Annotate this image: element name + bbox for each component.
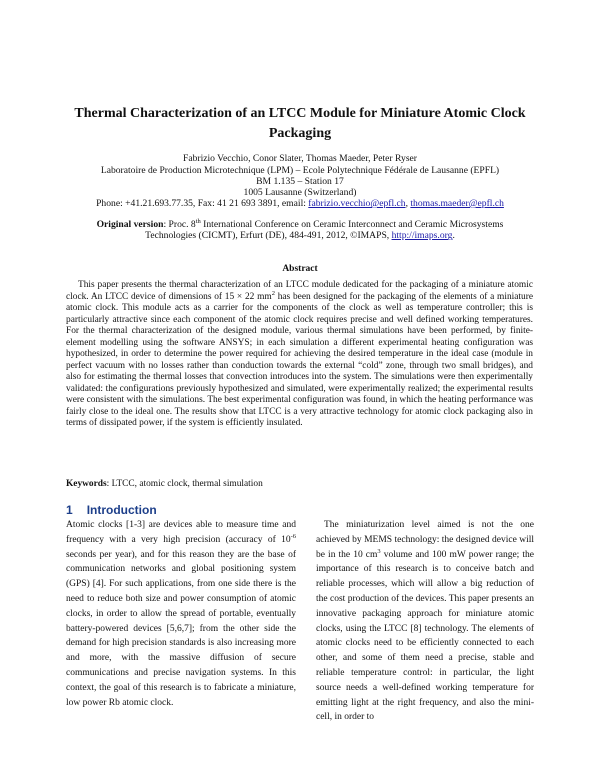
- abstract-body: [66, 280, 533, 430]
- keywords: [66, 479, 263, 489]
- original-version: [70, 219, 530, 242]
- section-number: 1: [66, 503, 73, 517]
- intro-right-sup: 3: [377, 547, 381, 555]
- intro-right-column: [316, 518, 534, 725]
- contact-line: [40, 198, 560, 209]
- original-version-label: Original version: [96, 219, 164, 230]
- abstract-sup: 2: [271, 289, 275, 297]
- original-version-text-1: : Proc. 8: [163, 219, 196, 230]
- intro-left-text-1: Atomic clocks [1-3] are devices able to measure time and frequency with a very high precision (accuracy of 10: [66, 520, 296, 545]
- section-heading-introduction: [66, 503, 171, 517]
- affiliation: Laboratoire de Production Microtechnique (LPM) – Ecole Polytechnique Fédérale de Lausanne (EPFL): [100, 165, 500, 176]
- intro-left-text-2: seconds per year), and for this reason they are the base of communication networks and global positioning system (GPS) [4]. For such applications, from one side there is the need to reduce both size and power consumption of atomic clocks, in order to allow the spread of portable, eventually battery-powered devices [5,6,7]; from the other side the demand for high precision standards is also increasing more and more, with the massive diffusion of secure communications and precise navigation systems. In this context, the goal of this research is to fabricate a miniature, low power Rb atomic clock.: [66, 549, 296, 708]
- original-version-text-2: International Conference on Ceramic Interconnect and Ceramic Microsystems Technologies (CICMT), Erfurt (DE), 484-491, 2012, ©IMAPS,: [145, 219, 504, 242]
- paper-title: Thermal Characterization of an LTCC Module for Miniature Atomic Clock Packaging: [74, 106, 526, 141]
- address-line-1: BM 1.135 – Station 17: [256, 176, 344, 187]
- intro-left-column: [66, 518, 296, 710]
- section-title: Introduction: [86, 503, 157, 517]
- original-version-sup: th: [195, 217, 201, 225]
- imaps-link[interactable]: http://imaps.org: [391, 230, 453, 242]
- original-version-end: .: [452, 230, 455, 242]
- email-link-maeder[interactable]: thomas.maeder@epfl.ch: [410, 198, 504, 209]
- email-separator: ,: [405, 198, 411, 209]
- phone-fax: Phone: +41.21.693.77.35, Fax: 41 21 693 3891, email:: [96, 198, 309, 209]
- authors: Fabrizio Vecchio, Conor Slater, Thomas Maeder, Peter Ryser: [182, 153, 417, 164]
- keywords-label: Keywords: [66, 479, 107, 489]
- keywords-text: : LTCC, atomic clock, thermal simulation: [106, 479, 263, 489]
- abstract-text-2: has been designed for the packaging of the elements of a miniature atomic clock. This module acts as a carrier for the components of the clock as well as temperature controller; this is particularly attractive since each component of the atomic clock requires precise and well defined working temperatures. For the thermal characterization of the designed module, various thermal simulations have been performed, by finite-element modelling using the software ANSYS; in each simulation a different experimental heating configuration was hypothesized, in order to determine the power required for achieving the desired temperature in the ideal case (module in perfect vacuum with no losses rather than conduction towards the external “cold” zone, through two small bridges), and also for estimating the thermal losses that convection introduces into the system. The simulations were then experimentally validated: the configurations previously hypothesized and simulated, were experimentally realized; the experimental results were consistent with the simulations. The best experimental configuration was found, in which the heating performance was fairly close to the ideal one. The results show that LTCC is a very attractive technology for atomic clock packaging also in terms of dissipated power, if the system is efficiently insulated.: [66, 291, 533, 428]
- abstract-text-1: This paper presents the thermal characterization of an LTCC module dedicated for the packaging of a miniature atomic clock. An LTCC device of dimensions of 15 × 22 mm: [66, 280, 533, 302]
- abstract-heading: Abstract: [282, 264, 318, 274]
- address-line-2: 1005 Lausanne (Switzerland): [243, 187, 357, 198]
- intro-right-text-1: The miniaturization level aimed is not the one achieved by MEMS technology: the designed device will be in the 10 cm: [316, 520, 534, 560]
- intro-right-text-2: volume and 100 mW power range; the importance of this research is to conceive batch and reliable processes, which will allow a big reduction of the cost production of the devices. This paper presents an innovative packaging approach for miniature atomic clocks, using the LTCC [8] technology. The elements of atomic clocks need to be efficiently connected to each other, and some of them need a precise, stable and reliable temperature control: in particular, the light source needs a well-defined working temperature for emitting light at the right frequency, and also the mini-cell, in order to: [316, 549, 534, 723]
- email-link-vecchio[interactable]: fabrizio.vecchio@epfl.ch: [308, 198, 406, 209]
- intro-left-sup: -6: [290, 532, 296, 540]
